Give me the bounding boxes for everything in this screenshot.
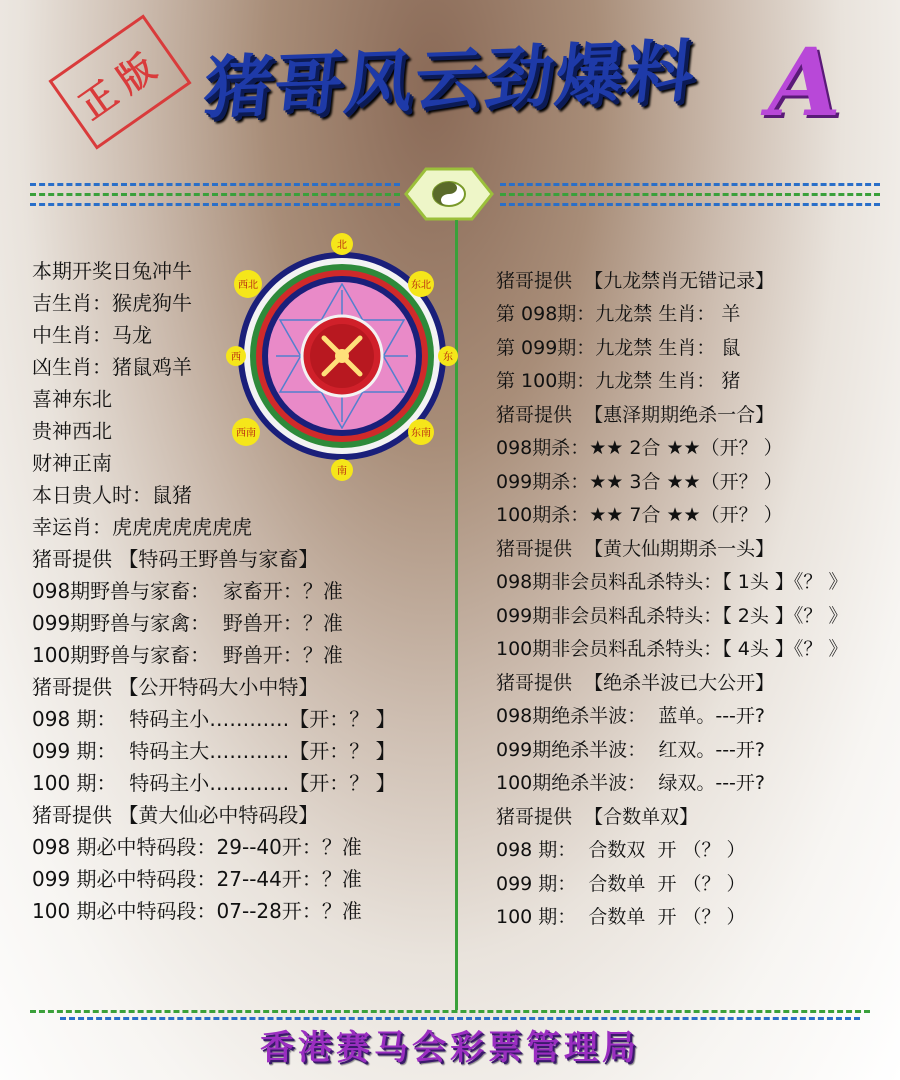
list-item: 099 期必中特码段：27--44开：？准 xyxy=(32,867,362,891)
list-item: 本期开奖日兔冲牛 xyxy=(32,259,192,283)
list-item: 幸运肖：虎虎虎虎虎虎虎 xyxy=(32,515,252,539)
list-item: 喜神东北 xyxy=(32,387,112,411)
page-title: 猪哥风云劲爆料 xyxy=(199,31,701,129)
section-heading: 猪哥提供 【特码王野兽与家畜】 xyxy=(32,547,319,571)
list-item: 财神正南 xyxy=(32,451,112,475)
list-item: 第 098期：九龙禁 生肖： 羊 xyxy=(496,303,741,325)
section-heading: 猪哥提供 【合数单双】 xyxy=(496,806,699,828)
list-item: 100期野兽与家畜： 野兽开：？准 xyxy=(32,643,343,667)
section-heading: 猪哥提供 【黄大仙期期杀一头】 xyxy=(496,538,775,560)
list-item: 098期绝杀半波： 蓝单。---开? xyxy=(496,705,765,727)
direction-n: 北 xyxy=(337,240,347,251)
list-item: 099 期： 合数单 开 （？ ） xyxy=(496,873,746,895)
direction-ne: 东北 xyxy=(411,280,431,291)
bagua-emblem-icon xyxy=(404,165,494,223)
list-item: 098期非会员料乱杀特头：【 1头 】《？ 》 xyxy=(496,571,848,593)
list-item: 098 期： 特码主小…………【开：？ 】 xyxy=(32,707,396,731)
list-item: 099期非会员料乱杀特头：【 2头 】《？ 》 xyxy=(496,605,848,627)
list-item: 098 期必中特码段：29--40开：？准 xyxy=(32,835,362,859)
list-item: 凶生肖：猪鼠鸡羊 xyxy=(32,355,192,379)
direction-s: 南 xyxy=(337,466,347,477)
list-item: 098期杀：★★ 2合 ★★（开？ ） xyxy=(496,437,783,459)
direction-e: 东 xyxy=(443,352,453,363)
list-item: 100期绝杀半波： 绿双。---开? xyxy=(496,772,765,794)
list-item: 第 099期：九龙禁 生肖： 鼠 xyxy=(496,337,741,359)
list-item: 099 期： 特码主大…………【开：？ 】 xyxy=(32,739,396,763)
section-heading: 猪哥提供 【九龙禁肖无错记录】 xyxy=(496,270,775,292)
list-item: 099期绝杀半波： 红双。---开? xyxy=(496,739,765,761)
list-item: 第 100期：九龙禁 生肖： 猪 xyxy=(496,370,741,392)
list-item: 098 期： 合数双 开 （？ ） xyxy=(496,839,746,861)
footer-organization: 香港赛马会彩票管理局 xyxy=(260,1028,640,1068)
section-heading: 猪哥提供 【公开特码大小中特】 xyxy=(32,675,319,699)
list-item: 100 期： 特码主小…………【开：？ 】 xyxy=(32,771,396,795)
list-item: 贵神西北 xyxy=(32,419,112,443)
direction-sw: 西南 xyxy=(236,428,256,439)
stamp-text: 正版 xyxy=(71,40,172,128)
list-item: 100期非会员料乱杀特头：【 4头 】《？ 》 xyxy=(496,638,848,660)
list-item: 100期杀：★★ 7合 ★★（开？ ） xyxy=(496,504,783,526)
list-item: 中生肖：马龙 xyxy=(32,323,152,347)
list-item: 吉生肖：猴虎狗牛 xyxy=(32,291,192,315)
section-heading: 猪哥提供 【绝杀半波已大公开】 xyxy=(496,672,775,694)
compass-wheel xyxy=(226,232,458,482)
section-heading: 猪哥提供 【惠泽期期绝杀一合】 xyxy=(496,404,775,426)
direction-se: 东南 xyxy=(411,428,431,439)
list-item: 100 期必中特码段：07--28开：？准 xyxy=(32,899,362,923)
section-heading: 猪哥提供 【黄大仙必中特码段】 xyxy=(32,803,319,827)
list-item: 098期野兽与家畜： 家畜开：？准 xyxy=(32,579,343,603)
direction-nw: 西北 xyxy=(238,280,258,291)
edition-badge: A xyxy=(768,28,841,138)
list-item: 100 期： 合数单 开 （？ ） xyxy=(496,906,746,928)
direction-w: 西 xyxy=(231,352,241,363)
list-item: 099期野兽与家禽： 野兽开：？准 xyxy=(32,611,343,635)
list-item: 本日贵人时：鼠猪 xyxy=(32,483,192,507)
list-item: 099期杀：★★ 3合 ★★（开？ ） xyxy=(496,471,783,493)
